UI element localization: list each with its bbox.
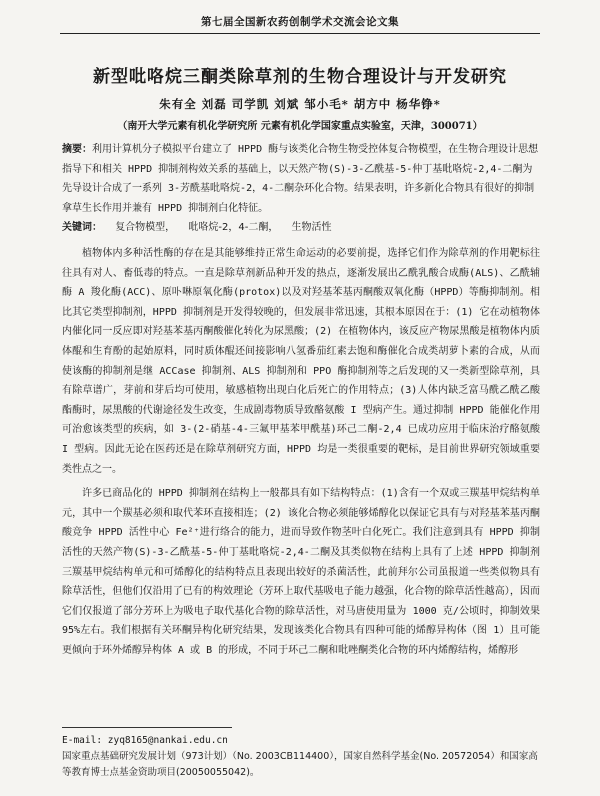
footnote-email: E-mail: zyq8165@nankai.edu.cn xyxy=(62,735,228,746)
abstract xyxy=(62,140,540,218)
body-text xyxy=(62,244,540,665)
footnote-divider xyxy=(62,727,232,728)
running-header: 第七届全国新农药创制学术交流会论文集 xyxy=(60,14,540,34)
abstract-text: 利用计算机分子模拟平台建立了 HPPD 酶与该类化合物生物受控体复合物模型，在生物合理设计思想指导下和相关 HPPD 抑制剂构效关系的基础上，以天然产物(S)-3-乙酰基-5-仲丁基吡咯烷-2,4-二酮为先导设计合成了一系列 3-芳酰基吡咯烷-2，4-二酮杂环化合物。结果表明，许多新化合物具有很好的抑制拿草生长作用并兼有 HPPD 抑制剂白化特征。 xyxy=(62,144,539,214)
keyword-item: 生物活性 xyxy=(291,222,332,233)
body-paragraph: 许多已商品化的 HPPD 抑制剂在结构上一般都具有如下结构特点：(1)含有一个双或三羰基甲烷结构单元，其中一个羰基必须和取代苯环直接相连；(2) 该化合物必须能够烯醇化以保证它具有与对羟基苯基丙酮酸竞争 HPPD 活性中心 Fe²⁺进行络合的能力，进而导致作物茎叶白化死亡。我们注意到具有 HPPD 抑制活性的天然产物(S)-3-乙酰基-5-仲丁基吡咯烷-2,4-二酮及其类似物在结构上具有了上述 HPPD 抑制剂三羰基甲烷结构单元和可烯醇化的结构特点且表现出较好的杀菌活性，此前拜尔公司虽报道一些类似物具有除草活性，但他们仅沿用了已有的构效理论（芳环上取代基吸电子能力越强，化合物的除草活性越高），因而它们仅报道了部分芳环上为吸电子取代基化合物的除草活性，对马唐使用量为 1000 克/公顷时，抑制效果 95%左右。我们根据有关环酮异构化研究结果，发现该类化合物具有四种可能的烯醇异构体（图 1）且可能更倾向于环外烯醇异构体 A 或 B 的形成，不同于环己二酮和吡唑酮类化合物的环内烯醇结构，烯醇形 xyxy=(62,488,540,656)
affiliation: （南开大学元素有机化学研究所 元素有机化学国家重点实验室，天津，300071） xyxy=(117,121,483,132)
keyword-item: 吡咯烷-2，4-二酮， xyxy=(188,222,279,233)
keywords xyxy=(62,218,540,233)
footnotes xyxy=(62,733,540,781)
paper-title: 新型吡咯烷三酮类除草剂的生物合理设计与开发研究 xyxy=(93,67,507,87)
keyword-item: 复合物模型， xyxy=(115,222,176,233)
footnote-funding: 国家重点基础研究发展计划（973计划）（No. 2003CB114400），国家自然科学基金(No. 20572054）和国家高等教育博士点基金资助项目(20050055042)。 xyxy=(62,751,538,778)
abstract-label: 摘要： xyxy=(62,144,92,155)
keywords-label: 关键词： xyxy=(62,222,102,233)
body-paragraph: 植物体内多种活性酶的存在是其能够维持正常生命运动的必要前提，选择它们作为除草剂的作用靶标往往具有对人、畜低毒的特点。一直是除草剂新品种开发的热点，逐渐发展出乙酰乳酸合成酶(ALS)、乙酰辅酶 A 羧化酶(ACC)、原卟啉原氧化酶(protox)以及对羟基苯基丙酮酸双氧化酶（HPPD）等酶抑制剂。相比其它类型抑制剂，HPPD 抑制剂是开发得较晚的，但发展非常迅速，其根本原因在于：(1) 它在动植物体内催化同一反应即对羟基苯基丙酮酸催化转化为尿黑酸；(2) 在植物体内，该反应产物尿黑酸是植物体内质体醌和生育酚的起始原料，同时质体醌还间接影响八氢番茄红素去饱和酶催化合成类胡萝卜素的合成，从而使该酶的抑制剂是继 ACCase 抑制剂、ALS 抑制剂和 PPO 酶抑制剂等之后发现的又一类新型除草剂，具有除草谱广，芽前和芽后均可使用，敏感植物出现白化后死亡的作用特点；(3)人体内缺乏富马酰乙酰乙酸酯酶时，尿黑酸的代谢途径发生改变，生成剧毒物质导致酪氨酸 I 型病产生。通过抑制 HPPD 能催化作用可治愈该类型的疾病，如 3-(2-硝基-4-三氟甲基苯甲酰基)环己二酮-2,4 已成功应用于临床治疗酪氨酸 I 型病。因此无论在医药还是在除草剂研究方面，HPPD 均是一类很重要的靶标，是目前世界研究领域重要类性点之一。 xyxy=(62,248,540,475)
author-list: 朱有全 刘磊 司学凯 刘斌 邹小毛* 胡方中 杨华铮* xyxy=(159,97,441,111)
